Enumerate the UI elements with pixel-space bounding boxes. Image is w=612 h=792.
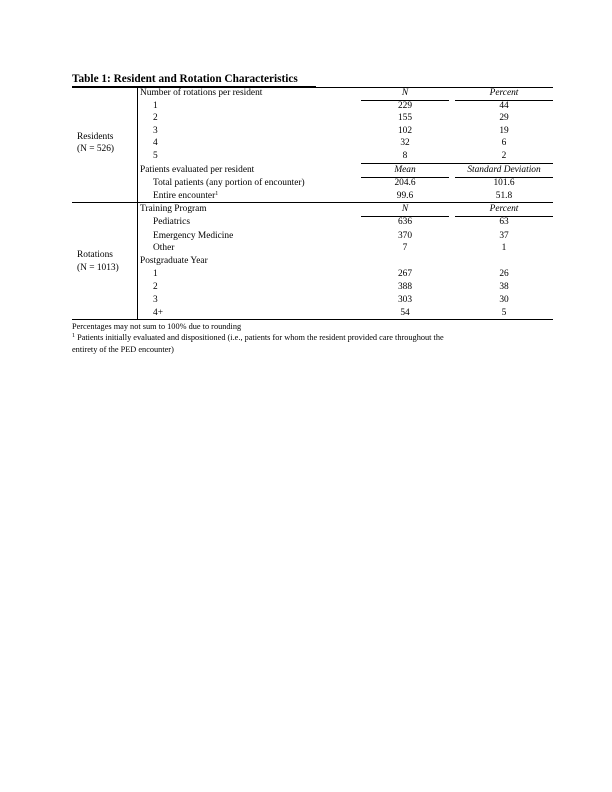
row-n: 155: [397, 113, 413, 123]
row-percent: 5: [501, 308, 507, 318]
row-label: 1: [153, 269, 158, 279]
residents-col-percent: Percent: [489, 88, 519, 98]
row-percent: 63: [499, 217, 509, 227]
patients-col-sd: Standard Deviation: [467, 165, 541, 175]
training-program-header: Training Program: [140, 204, 207, 214]
row-label: Other: [153, 243, 175, 253]
footnote-1: [72, 332, 444, 343]
footnote-1-text: Patients initially evaluated and dispositioned (i.e., patients for whom the resident provided care throughout the: [75, 333, 444, 342]
row-sd: 101.6: [493, 178, 515, 188]
row-n: 54: [400, 308, 410, 318]
row-label: [153, 190, 218, 202]
row-label-text: Entire encounter: [153, 191, 216, 201]
row-n: 636: [397, 217, 413, 227]
row-label: 4+: [153, 308, 163, 318]
row-label: Emergency Medicine: [153, 231, 234, 241]
row-percent: 1: [501, 243, 507, 253]
row-label: 2: [153, 282, 158, 292]
row-label: 3: [153, 126, 158, 136]
row-sd: 51.8: [495, 191, 513, 201]
rotations-per-resident-header: Number of rotations per resident: [140, 88, 263, 98]
row-n: 303: [397, 295, 413, 305]
residents-group-n: (N = 526): [77, 144, 115, 154]
row-label: 5: [153, 151, 158, 161]
row-n: 8: [402, 151, 408, 161]
table-title: Table 1: Resident and Rotation Characteristics: [72, 73, 298, 85]
row-percent: 19: [499, 126, 509, 136]
footnote-1-marker: 1: [72, 333, 75, 339]
row-n: 7: [402, 243, 408, 253]
table-bottom-rule: [72, 319, 553, 320]
rotations-group-n: (N = 1013): [77, 263, 119, 273]
row-percent: 26: [499, 269, 509, 279]
row-label: Total patients (any portion of encounter): [153, 178, 305, 188]
row-percent: 44: [499, 101, 509, 111]
group-column-divider: [137, 87, 138, 319]
patients-col-mean: Mean: [394, 165, 416, 175]
footnote-marker: 1: [215, 191, 219, 197]
row-n: 32: [400, 138, 410, 148]
postgraduate-year-header: Postgraduate Year: [140, 256, 208, 266]
row-label: 2: [153, 113, 158, 123]
rotations-col-n: N: [401, 204, 409, 214]
row-label: 4: [153, 138, 158, 148]
row-percent: 38: [499, 282, 509, 292]
footnote-1-continuation: entirety of the PED encounter): [72, 345, 174, 354]
footnote-rounding: Percentages may not sum to 100% due to rounding: [72, 322, 242, 331]
row-label: 3: [153, 295, 158, 305]
row-percent: 6: [501, 138, 507, 148]
row-n: 267: [397, 269, 413, 279]
row-label: 1: [153, 101, 158, 111]
residents-group-label: Residents: [77, 132, 114, 142]
row-n: 102: [397, 126, 413, 136]
row-percent: 29: [499, 113, 509, 123]
row-percent: 2: [501, 151, 507, 161]
row-n: 388: [397, 282, 413, 292]
row-percent: 30: [499, 295, 509, 305]
row-label: Pediatrics: [153, 217, 190, 227]
row-n: 229: [397, 101, 413, 111]
patients-per-resident-header: Patients evaluated per resident: [140, 165, 255, 175]
row-percent: 37: [499, 231, 509, 241]
residents-col-n: N: [401, 88, 409, 98]
row-n: 370: [397, 231, 413, 241]
rotations-col-percent: Percent: [489, 204, 519, 214]
row-mean: 99.6: [396, 191, 414, 201]
row-mean: 204.6: [394, 178, 416, 188]
rotations-group-label: Rotations: [77, 250, 113, 260]
